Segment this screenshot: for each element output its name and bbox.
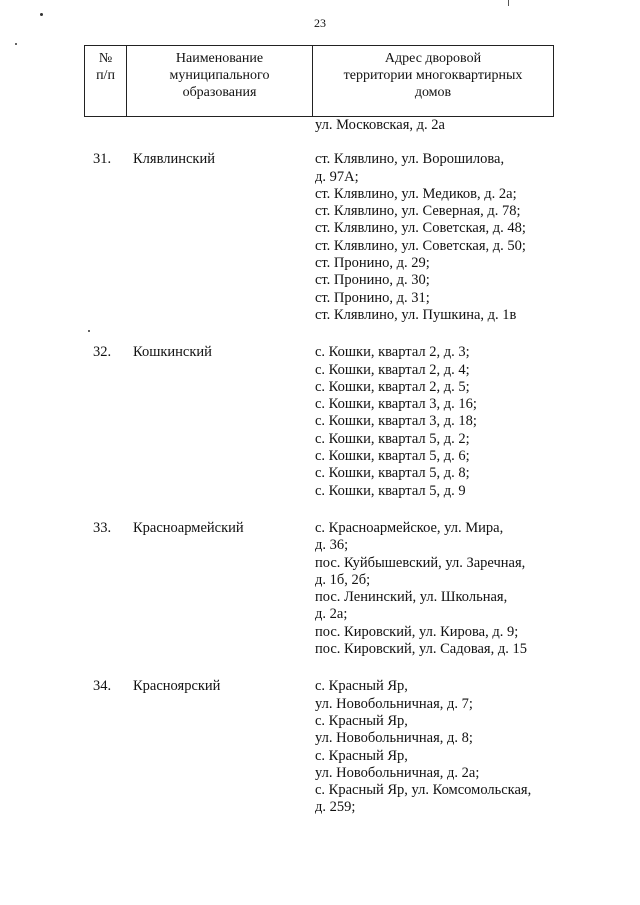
address-list bbox=[315, 344, 565, 500]
address-line: с. Кошки, квартал 5, д. 6; bbox=[315, 448, 470, 465]
address-line: пос. Ленинский, ул. Школьная, bbox=[315, 589, 508, 606]
municipality-name: Клявлинский bbox=[133, 151, 215, 168]
table-row bbox=[0, 344, 640, 500]
address-line: с. Кошки, квартал 5, д. 9 bbox=[315, 482, 466, 499]
address-line: пос. Кировский, ул. Кирова, д. 9; bbox=[315, 623, 519, 640]
address-line: пос. Кировский, ул. Садовая, д. 15 bbox=[315, 641, 527, 658]
address-line: ст. Клявлино, ул. Северная, д. 78; bbox=[315, 203, 521, 220]
row-number: 34. bbox=[93, 678, 112, 695]
header-cell-address bbox=[312, 46, 553, 116]
address-line: ст. Клявлино, ул. Пушкина, д. 1в bbox=[315, 306, 517, 323]
address-line: ул. Московская, д. 2а bbox=[315, 117, 445, 133]
address-line: с. Кошки, квартал 2, д. 5; bbox=[315, 378, 470, 395]
municipality-name: Кошкинский bbox=[133, 344, 212, 361]
address-line: с. Кошки, квартал 3, д. 16; bbox=[315, 396, 477, 413]
table-row bbox=[0, 520, 640, 658]
address-line: с. Красный Яр, bbox=[315, 678, 408, 695]
address-line: ст. Клявлино, ул. Советская, д. 48; bbox=[315, 220, 526, 237]
table-row bbox=[0, 678, 640, 816]
address-line: ст. Пронино, д. 30; bbox=[315, 272, 430, 289]
table-row bbox=[0, 151, 640, 324]
address-list bbox=[315, 520, 565, 658]
municipality-name: Красноармейский bbox=[133, 519, 244, 536]
table-body bbox=[0, 117, 640, 817]
row-number: 31. bbox=[93, 151, 112, 168]
header-number-label: № п/п bbox=[96, 51, 115, 83]
page-number: 23 bbox=[314, 16, 326, 30]
address-line: ул. Новобольничная, д. 2а; bbox=[315, 764, 480, 781]
municipality-name: Красноярский bbox=[133, 678, 221, 695]
address-line: с. Красный Яр, ул. Комсомольская, bbox=[315, 782, 532, 799]
address-line: с. Кошки, квартал 5, д. 8; bbox=[315, 465, 470, 482]
address-line: ст. Клявлино, ул. Советская, д. 50; bbox=[315, 237, 526, 254]
header-address-label: Адрес дворовой территории многоквартирных домов bbox=[343, 51, 523, 100]
address-list bbox=[315, 117, 565, 134]
address-line: с. Кошки, квартал 3, д. 18; bbox=[315, 413, 477, 430]
header-cell-municipality bbox=[126, 46, 312, 116]
address-line: ст. Пронино, д. 29; bbox=[315, 255, 430, 272]
header-cell-number bbox=[85, 46, 126, 116]
address-line: д. 2а; bbox=[315, 606, 348, 623]
table-header bbox=[84, 45, 554, 117]
header-municipality-label: Наименование муниципального образования bbox=[169, 51, 270, 100]
address-line: с. Красный Яр, bbox=[315, 712, 408, 729]
scan-speck bbox=[15, 43, 17, 45]
address-line: ст. Пронино, д. 31; bbox=[315, 289, 430, 306]
address-line: с. Кошки, квартал 2, д. 3; bbox=[315, 344, 470, 361]
address-line: с. Красный Яр, bbox=[315, 747, 408, 764]
row-number: 32. bbox=[93, 344, 112, 361]
address-line: д. 36; bbox=[315, 537, 349, 554]
address-line: ул. Новобольничная, д. 8; bbox=[315, 730, 473, 747]
continuation-row bbox=[0, 117, 640, 134]
address-line: пос. Куйбышевский, ул. Заречная, bbox=[315, 554, 526, 571]
address-line: с. Кошки, квартал 5, д. 2; bbox=[315, 430, 470, 447]
address-line: д. 259; bbox=[315, 799, 356, 816]
address-line: ст. Клявлино, ул. Ворошилова, bbox=[315, 151, 505, 168]
row-number: 33. bbox=[93, 519, 112, 536]
address-line: с. Кошки, квартал 2, д. 4; bbox=[315, 361, 470, 378]
address-line: ул. Новобольничная, д. 7; bbox=[315, 695, 473, 712]
address-line: ст. Клявлино, ул. Медиков, д. 2а; bbox=[315, 185, 517, 202]
address-line: д. 1б, 2б; bbox=[315, 571, 371, 588]
address-line: д. 97А; bbox=[315, 168, 359, 185]
scan-mark bbox=[508, 0, 509, 6]
address-line: с. Красноармейское, ул. Мира, bbox=[315, 519, 504, 536]
address-list bbox=[315, 151, 565, 324]
address-list bbox=[315, 678, 565, 816]
